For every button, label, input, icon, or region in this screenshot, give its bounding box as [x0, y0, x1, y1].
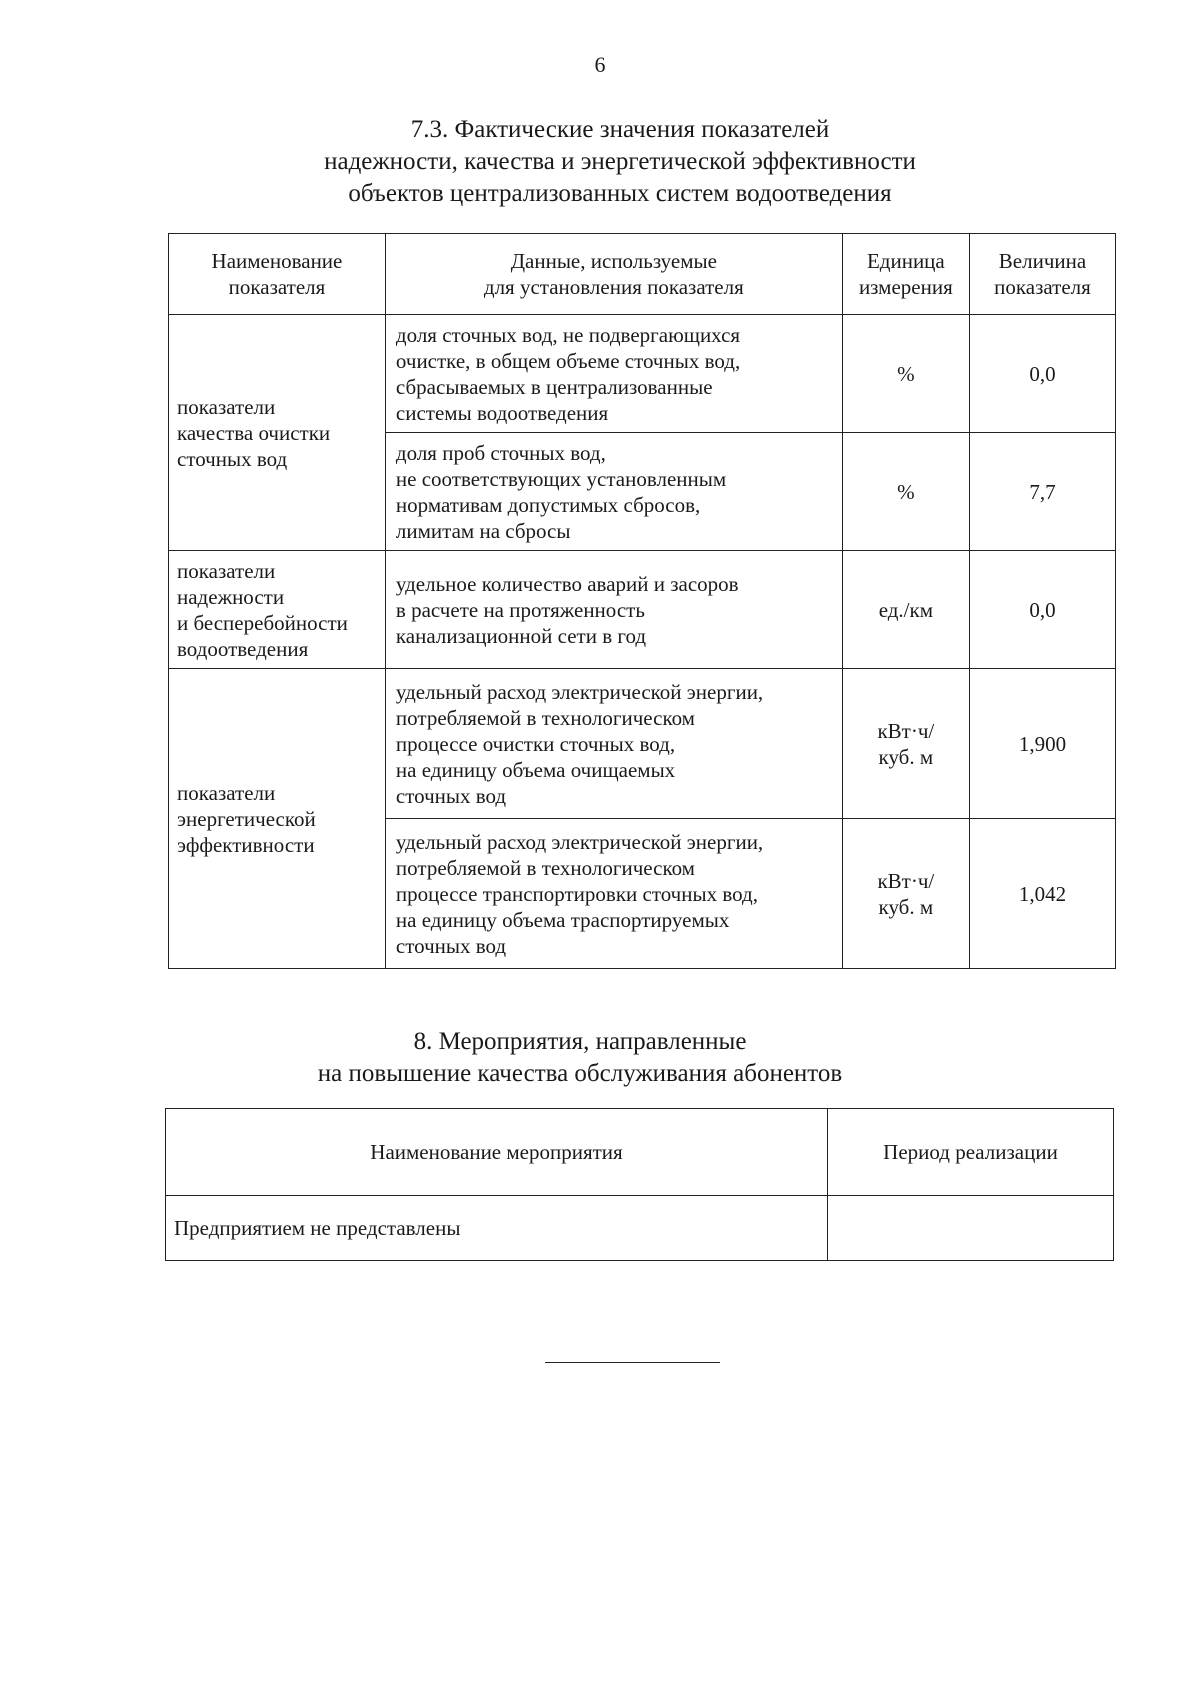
- section-8-title: [220, 1026, 940, 1090]
- unit-cell: %: [842, 315, 969, 433]
- data-cell: доля сточных вод, не подвергающихся очистке, в общем объеме сточных вод, сбрасываемых в централизованные системы водоотведения: [385, 315, 842, 433]
- data-cell: доля проб сточных вод, не соответствующих установленным нормативам допустимых сбросов, лимитам на сбросы: [385, 433, 842, 551]
- title-line: 8. Мероприятия, направленные: [413, 1028, 747, 1055]
- data-cell: удельный расход электрической энергии, потребляемой в технологическом процессе очистки сточных вод, на единицу объема очищаемых сточных вод: [385, 669, 842, 819]
- indicators-table: [168, 233, 1116, 969]
- table-header-row: [169, 234, 1116, 315]
- title-line: 7.3. Фактические значения показателей: [410, 116, 830, 143]
- title-line: объектов централизованных систем водоотведения: [348, 180, 892, 207]
- period-cell: [828, 1196, 1114, 1261]
- unit-cell: кВт·ч/ куб. м: [842, 819, 969, 969]
- unit-cell: ед./км: [842, 551, 969, 669]
- header-period: Период реализации: [828, 1109, 1114, 1196]
- header-indicator-name: Наименование показателя: [169, 234, 386, 315]
- table-row: [169, 669, 1116, 819]
- indicator-cell: показатели качества очистки сточных вод: [169, 315, 386, 551]
- value-cell: 1,042: [969, 819, 1115, 969]
- section-7-3-title: [260, 114, 980, 210]
- measure-name-cell: Предприятием не представлены: [166, 1196, 828, 1261]
- unit-cell: кВт·ч/ куб. м: [842, 669, 969, 819]
- value-cell: 7,7: [969, 433, 1115, 551]
- unit-cell: %: [842, 433, 969, 551]
- value-cell: 1,900: [969, 669, 1115, 819]
- table-row: [169, 551, 1116, 669]
- title-line: надежности, качества и энергетической эффективности: [324, 148, 916, 175]
- header-data: Данные, используемые для установления показателя: [385, 234, 842, 315]
- indicator-cell: показатели надежности и бесперебойности водоотведения: [169, 551, 386, 669]
- title-line: на повышение качества обслуживания абонентов: [317, 1060, 843, 1087]
- data-cell: удельный расход электрической энергии, потребляемой в технологическом процессе транспортировки сточных вод, на единицу объема траспортируемых сточных вод: [385, 819, 842, 969]
- table-row: [166, 1196, 1114, 1261]
- header-value: Величина показателя: [969, 234, 1115, 315]
- measures-table: [165, 1108, 1114, 1261]
- table-row: [169, 315, 1116, 433]
- table-header-row: [166, 1109, 1114, 1196]
- value-cell: 0,0: [969, 551, 1115, 669]
- value-cell: 0,0: [969, 315, 1115, 433]
- indicator-cell: показатели энергетической эффективности: [169, 669, 386, 969]
- data-cell: удельное количество аварий и засоров в расчете на протяженность канализационной сети в год: [385, 551, 842, 669]
- end-divider: [545, 1362, 720, 1363]
- header-unit: Единица измерения: [842, 234, 969, 315]
- header-measure-name: Наименование мероприятия: [166, 1109, 828, 1196]
- page-number: 6: [594, 52, 606, 77]
